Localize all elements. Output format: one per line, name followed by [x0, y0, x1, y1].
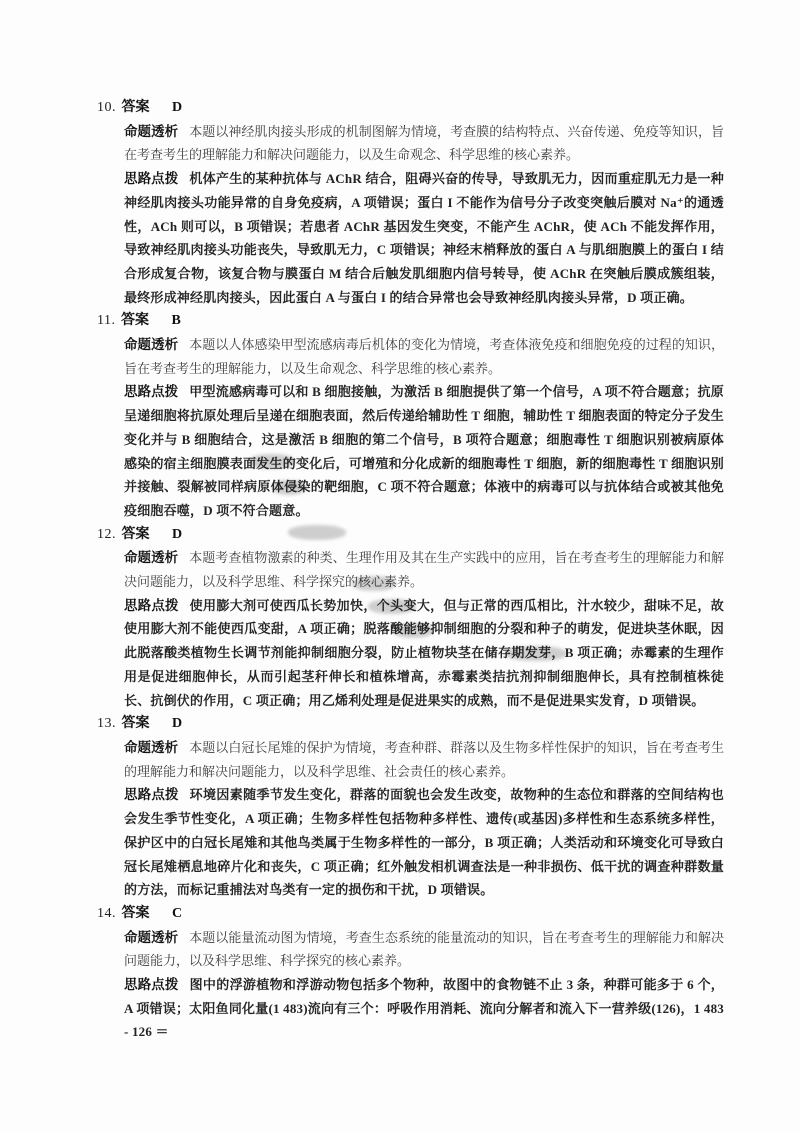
tips-paragraph — [124, 594, 724, 713]
answer-letter: B — [171, 313, 181, 329]
analysis-label: 命题透析 — [124, 550, 179, 566]
analysis-text: 本题考查植物激素的种类、生理作用及其在生产实践中的应用，旨在考查考生的理解能力和解决问题能力，以及科学思维、科学探究的核心素养。 — [124, 550, 724, 590]
tips-label: 思路点拨 — [124, 384, 179, 400]
tips-text: 环境因素随季节发生变化，群落的面貌也会发生改变，故物种的生态位和群落的空间结构也会发生季节性变化，A 项正确；生物多样性包括物种多样性、遗传(或基因)多样性和生态系统多样性，保护区中的白冠长尾雉和其他鸟类属于生物多样性的一部分，B 项正确；人类活动和环境变化可导致白冠长尾雉栖息地碎片化和丧失，C 项正确；红外触发相机调查法是一种非损伤、低干扰的调查种群数量的方法，而标记重捕法对鸟类有一定的损伤和干扰，D 项错误。 — [124, 787, 724, 898]
item-number: 14. — [97, 905, 116, 921]
tips-text: 机体产生的某种抗体与 AChR 结合，阻碍兴奋的传导，导致肌无力，因而重症肌无力是一种神经肌肉接头功能异常的自身免疫病，A 项错误；蛋白 I 不能作为信号分子改变突触后膜对 Na⁺的通透性，ACh 则可以，B 项错误；若患者 AChR 基因发生突变，不能产生 AChR，使 ACh 不能发挥作用，导致神经肌肉接头功能丧失，导致肌无力，C 项错误；神经末梢释放的蛋白 A 与肌细胞膜上的蛋白 I 结合形成复合物，该复合物与膜蛋白 M 结合后触发肌细胞内信号转导，使 AChR 在突触后膜成簇组装，最终形成神经肌肉接头，因此蛋白 A 与蛋白 I 的结合异常也会导致神经肌肉接头异常，D 项正确。 — [124, 171, 725, 305]
analysis-paragraph — [124, 333, 724, 380]
analysis-label: 命题透析 — [124, 929, 179, 945]
answer-label: 答案 — [121, 100, 150, 115]
answer-letter: D — [172, 716, 183, 732]
analysis-paragraph — [124, 926, 724, 973]
analysis-label: 命题透析 — [124, 123, 179, 139]
answer-item-13 — [97, 712, 724, 902]
answer-line — [97, 902, 724, 926]
analysis-text: 本题以白冠长尾雉的保护为情境，考查种群、群落以及生物多样性保护的知识，旨在考查考生的理解能力和解决问题能力，以及科学思维、社会责任的核心素养。 — [124, 739, 724, 779]
answer-label: 答案 — [120, 313, 149, 329]
item-number: 12. — [97, 526, 116, 542]
answer-item-10 — [97, 96, 725, 309]
tips-label: 思路点拨 — [124, 597, 179, 613]
tips-text: 甲型流感病毒可以和 B 细胞接触，为激活 B 细胞提供了第一个信号，A 项不符合题意；抗原呈递细胞将抗原处理后呈递在细胞表面，然后传递给辅助性 T 细胞，辅助性 T 细胞表面的特定分子发生变化并与 B 细胞结合，这是激活 B 细胞的第二个信号，B 项符合题意；细胞毒性 T 细胞识别被病原体感染的宿主细胞膜表面发生的变化后，可增殖和分化成新的细胞毒性 T 细胞，新的细胞毒性 T 细胞识别并接触、裂解被同样病原体侵染的靶细胞，C 项不符合题意；体液中的病毒可以与抗体结合或被其他免疫细胞吞噬，D 项不符合题意。 — [124, 384, 725, 518]
item-number: 10. — [97, 100, 116, 115]
analysis-text: 本题以神经肌肉接头形成的机制图解为情境，考查膜的结构特点、兴奋传递、免疫等知识，旨在考查考生的理解能力和解决问题能力，以及生命观念、科学思维的核心素养。 — [124, 123, 724, 163]
tips-label: 思路点拨 — [124, 171, 179, 187]
tips-label: 思路点拨 — [124, 977, 179, 993]
analysis-label: 命题透析 — [124, 337, 179, 353]
answer-item-12 — [97, 523, 724, 713]
tips-paragraph — [124, 167, 724, 309]
tips-text: 使用膨大剂可使西瓜长势加快，个头变大，但与正常的西瓜相比，汁水较少，甜味不足，故使用膨大剂不能使西瓜变甜，A 项正确；脱落酸能够抑制细胞的分裂和种子的萌发，促进块茎休眠，因此脱落酸类植物生长调节剂能抑制细胞分裂，防止植物块茎在储存期发芽，B 项正确；赤霉素的生理作用是促进细胞伸长，从而引起茎秆伸长和植株增高，赤霉素类拮抗剂抑制细胞伸长，具有控制植株徒长、抗倒伏的作用，C 项正确；用乙烯利处理是促进果实的成熟，而不是促进果实发育，D 项错误。 — [124, 597, 724, 708]
answer-item-11 — [97, 309, 725, 522]
tips-text: 图中的浮游植物和浮游动物包括多个物种，故图中的食物链不止 3 条，种群可能多于 6 个，A 项错误；太阳鱼同化量(1 483)流向有三个：呼吸作用消耗、流向分解者和流入下一营养级(126)，1 483 - 126 ＝ — [124, 977, 725, 1040]
analysis-paragraph — [124, 120, 724, 167]
answer-line — [97, 712, 724, 736]
item-number: 13. — [97, 716, 116, 732]
analysis-paragraph — [124, 736, 724, 783]
analysis-label: 命题透析 — [124, 739, 179, 755]
analysis-paragraph — [124, 546, 724, 593]
answer-key-page — [97, 96, 725, 1044]
tips-label: 思路点拨 — [124, 787, 179, 803]
analysis-text: 本题以能量流动图为情境，考查生态系统的能量流动的知识，旨在考查考生的理解能力和解决问题能力，以及科学思维、科学探究的核心素养。 — [124, 929, 724, 969]
answer-line — [97, 96, 724, 120]
answer-letter: D — [172, 100, 183, 115]
tips-paragraph — [124, 380, 724, 522]
item-number: 11. — [97, 313, 116, 329]
answer-item-14 — [97, 902, 725, 1044]
tips-paragraph — [124, 973, 724, 1044]
analysis-text: 本题以人体感染甲型流感病毒后机体的变化为情境，考查体液免疫和细胞免疫的过程的知识，旨在考查考生的理解能力，以及生命观念、科学思维的核心素养。 — [124, 337, 724, 376]
answer-letter: D — [172, 526, 183, 542]
answer-line — [97, 523, 724, 547]
answer-label: 答案 — [121, 716, 150, 732]
answer-label: 答案 — [121, 526, 150, 542]
answer-letter: C — [172, 905, 183, 921]
answer-line — [97, 309, 724, 333]
tips-paragraph — [124, 783, 724, 902]
answer-label: 答案 — [121, 905, 150, 921]
